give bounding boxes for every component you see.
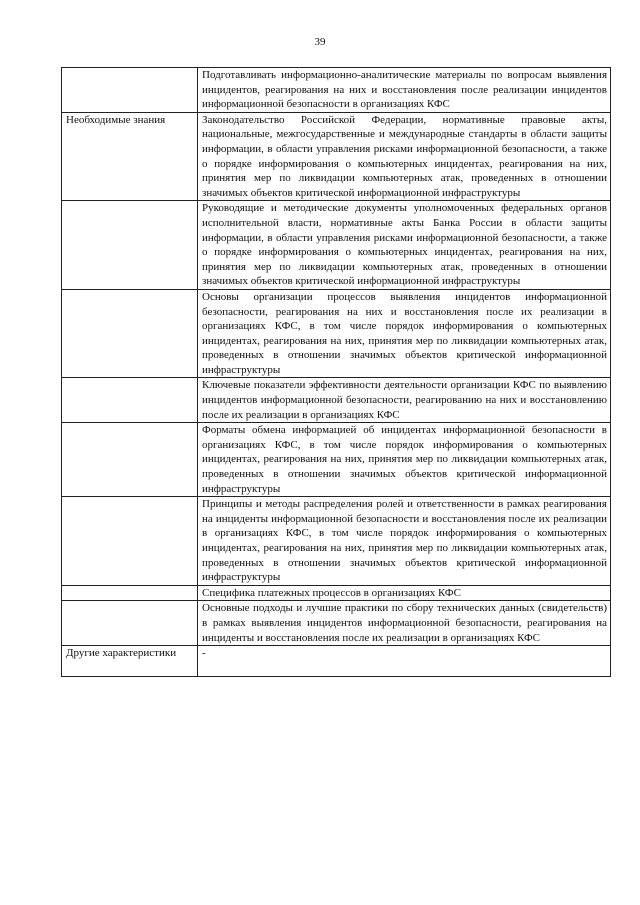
table-row bbox=[62, 378, 611, 423]
table-row bbox=[62, 68, 611, 113]
row-label: Необходимые знания bbox=[62, 112, 198, 201]
row-label bbox=[62, 601, 198, 646]
row-text: Принципы и методы распределения ролей и ответственности в рамках реагирования на инциденты информационной безопасности и восстановления после их реализации в организациях КФС, в том числе порядок информирования о компьютерных инцидентах, реагирования на них, принятия мер по ликвидации компьютерных атак, проведенных в отношении значимых объектов критической информационной инфраструктуры bbox=[198, 497, 611, 586]
table-row bbox=[62, 601, 611, 646]
row-label: Другие характеристики bbox=[62, 646, 198, 677]
row-label bbox=[62, 289, 198, 378]
row-text: Форматы обмена информацией об инцидентах информационной безопасности в организациях КФС, в том числе порядок информирования о компьютерных инцидентах, реагирования на них, принятия мер по ликвидации компьютерных атак, проведенных в отношении значимых объектов критической информационной инфраструктуры bbox=[198, 423, 611, 497]
table-row bbox=[62, 201, 611, 290]
row-label bbox=[62, 585, 198, 601]
row-text: Руководящие и методические документы уполномоченных федеральных органов исполнительной власти, нормативные акты Банка России в области защиты информации, в области управления рисками информационной безопасности, а также о порядке информирования о компьютерных инцидентах, реагирования на них, принятия мер по ликвидации компьютерных атак, проведенных в отношении значимых объектов критической информационной инфраструктуры bbox=[198, 201, 611, 290]
row-label bbox=[62, 497, 198, 586]
row-text: Ключевые показатели эффективности деятельности организации КФС по выявлению инцидентов информационной безопасности, реагированию на них и восстановлению после их реализации в организациях КФС bbox=[198, 378, 611, 423]
table-row bbox=[62, 497, 611, 586]
row-text: Основные подходы и лучшие практики по сбору технических данных (свидетельств) в рамках выявления инцидентов информационной безопасности, реагирования на инциденты и восстановления после их реализации в организациях КФС bbox=[198, 601, 611, 646]
table-row bbox=[62, 423, 611, 497]
row-text: Подготавливать информационно-аналитические материалы по вопросам выявления инцидентов, реагирования на них и восстановления после реализации инцидентов информационной безопасности в организациях КФС bbox=[198, 68, 611, 113]
row-text: - bbox=[198, 646, 611, 677]
qualification-table bbox=[61, 67, 611, 677]
row-label bbox=[62, 201, 198, 290]
table-row bbox=[62, 646, 611, 677]
table-row bbox=[62, 112, 611, 201]
row-text: Специфика платежных процессов в организациях КФС bbox=[198, 585, 611, 601]
row-text: Законодательство Российской Федерации, нормативные правовые акты, национальные, межгосударственные и международные стандарты в области защиты информации, в области управления рисками информационной безопасности, а также о порядке информирования о компьютерных инцидентах, реагирования на них, принятия мер по ликвидации компьютерных атак, проведенных в отношении значимых объектов критической информационной инфраструктуры bbox=[198, 112, 611, 201]
row-text: Основы организации процессов выявления инцидентов информационной безопасности, реагирования на них и восстановления после их реализации в организациях КФС, в том числе порядок информирования о компьютерных инцидентах, реагирования на них, принятия мер по ликвидации компьютерных атак, проведенных в отношении значимых объектов критической информационной инфраструктуры bbox=[198, 289, 611, 378]
row-label bbox=[62, 423, 198, 497]
table-row bbox=[62, 289, 611, 378]
row-label bbox=[62, 68, 198, 113]
row-label bbox=[62, 378, 198, 423]
table-row bbox=[62, 585, 611, 601]
page-number: 39 bbox=[314, 36, 326, 48]
